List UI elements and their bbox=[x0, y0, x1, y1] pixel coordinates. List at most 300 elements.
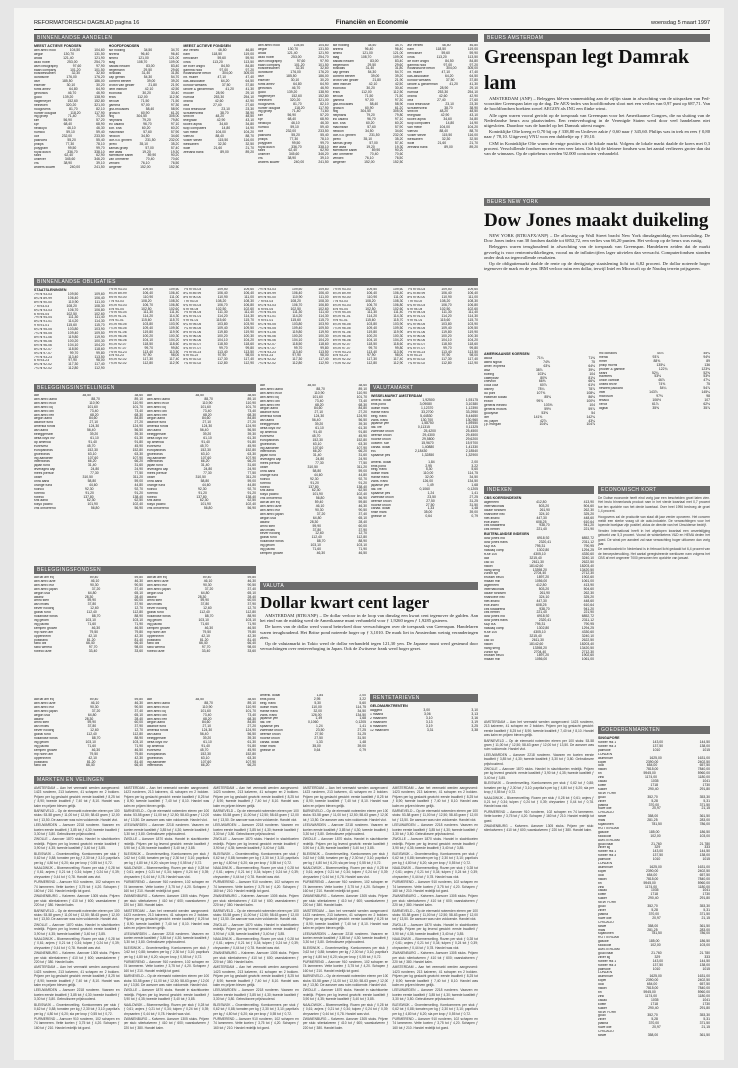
row-label: belg. frank bbox=[371, 414, 387, 418]
row-value: 1718 bbox=[650, 892, 659, 897]
markt-paragraph: NAALDWIJK – Bloemenveiling. Rozen per stuk ƒ 0,28 tot ƒ 0,61; anjers ƒ 0,21 tot ƒ 0,34; tulpen ƒ 0,24 tot ƒ 0,39; chrysanten ƒ 0,44 tot ƒ 0,78. Handel was vlot. bbox=[392, 937, 478, 950]
row-label: zeeland bank bbox=[183, 150, 204, 154]
row-value: 109,50 bbox=[217, 288, 228, 291]
row-label: aaf bbox=[147, 394, 152, 397]
row-label: 6¾ nl 93-03 bbox=[407, 303, 426, 307]
row-value: 42,90 bbox=[245, 98, 254, 103]
row-value: 42,10 bbox=[368, 82, 378, 87]
row-label: duitse mark bbox=[260, 705, 278, 709]
row-label: asm lithography bbox=[258, 59, 282, 63]
row-value: 305,00 bbox=[243, 71, 254, 76]
row-value: 2402,50 bbox=[697, 978, 710, 983]
row-value: 145¼ bbox=[701, 390, 710, 395]
row-value: 152,80 bbox=[356, 437, 367, 442]
row-value: 103,10 bbox=[85, 617, 96, 622]
markt-paragraph: BARNEVELD – Op de eiermarkt noteerden eieren per 100 stuks: 53-58 gram ƒ 11,00 tot ƒ 12,50; 58-63 gram ƒ 12,00 tot ƒ 13,50. De aanvoer was ruim voldoende. Handel vlot. bbox=[123, 974, 210, 988]
row-label: asn aand bbox=[260, 419, 274, 423]
row-label: rabo obl bbox=[34, 642, 47, 646]
row-value: 62,30 bbox=[199, 498, 209, 503]
row-value: 97,90 bbox=[367, 353, 376, 358]
row-value: 101,20 bbox=[294, 62, 305, 67]
row-value: 291,80 bbox=[699, 786, 710, 791]
row-value: 124,90 bbox=[245, 728, 256, 733]
row-label: ammo bbox=[108, 56, 119, 60]
section-economisch-kort: ECONOMISCH KORT bbox=[598, 486, 710, 494]
row-value: 144,50 bbox=[699, 740, 710, 744]
row-label: 8¼ nl 89-99 bbox=[34, 296, 52, 300]
row-value: 1730 bbox=[702, 892, 710, 897]
row-value: 46,70 bbox=[291, 85, 301, 90]
row-value: 118,60 bbox=[243, 341, 255, 346]
row-value: 100,20 bbox=[217, 333, 228, 338]
row-value: 115,50 bbox=[442, 132, 453, 137]
row-value: 99,80 bbox=[320, 345, 329, 350]
row-value: 29,10 bbox=[469, 85, 478, 90]
row-value: 39,00 bbox=[146, 79, 156, 84]
row-label: deense kroon bbox=[260, 733, 281, 737]
row-value: 795,31 bbox=[534, 622, 546, 627]
row-label: nedlloyd bbox=[34, 127, 47, 131]
row-value: 0,79 bbox=[471, 514, 478, 519]
row-value: 14,80 bbox=[445, 121, 455, 126]
row-value: 34,50 bbox=[469, 475, 478, 480]
row-value: 44,80 bbox=[134, 482, 143, 487]
row-label: ing geldm bbox=[34, 618, 49, 622]
markt-paragraph: ZWOLLE – Aanvoer 1870 stuks. Handel in slachtkoeien redelijk. Prijzen per kg levend gewicht: eerste kwaliteit ƒ 3,90 tot ƒ 4,35; tweede kwaliteit ƒ 3,40 tot ƒ 3,85. bbox=[123, 988, 210, 1002]
row-value: 38,50 bbox=[307, 384, 316, 387]
row-label: algemeen bbox=[484, 501, 499, 504]
row-label: abn amro ecuf bbox=[147, 401, 169, 405]
article-paragraph: De Duitse economie heeft eind vorig jaar een bescheiden groei laten zien. Het bruto binnenlands product nam in het vierde kwartaal met 0,7 procent toe ten opzichte van het derde kwartaal. Over heel 1996 bedroeg de groei 1,4 procent. bbox=[598, 496, 710, 514]
row-value: 104 bbox=[589, 402, 595, 407]
row-label: smit int bbox=[183, 115, 195, 119]
row-value: 48,20 bbox=[215, 114, 225, 119]
row-label: 6 nl 93-23 bbox=[332, 354, 348, 358]
row-value: 98,00 bbox=[320, 353, 329, 358]
row-value: 102,50 bbox=[365, 306, 376, 311]
row-value: 107,90 bbox=[356, 445, 367, 450]
row-value: 0,1205 bbox=[467, 486, 478, 491]
row-label: 7¼ nl 95-05 bbox=[108, 327, 127, 331]
row-value: 101,50 bbox=[318, 62, 329, 67]
row-label: aegon aand bbox=[34, 417, 52, 421]
row-label: begemann bbox=[108, 68, 125, 72]
row-value: 68,90 bbox=[96, 122, 105, 127]
row-value: 109,50 bbox=[467, 326, 478, 331]
row-value: 112,80 bbox=[132, 610, 143, 615]
row-value: 657,50 bbox=[699, 872, 710, 877]
row-label: leveraged cap bbox=[260, 458, 282, 462]
row-label: abn amro obl bbox=[34, 409, 54, 413]
obligaties-column-2 bbox=[109, 288, 180, 380]
row-value: 447,30 bbox=[536, 598, 547, 603]
row-value: 305,00 bbox=[392, 109, 404, 114]
row-value: 80⅝ bbox=[540, 375, 547, 380]
table-row bbox=[109, 362, 180, 366]
row-label: 8¼ nl 89-99 bbox=[108, 291, 127, 295]
row-value: 304,00 bbox=[222, 71, 233, 76]
row-value: 39,30 bbox=[247, 736, 256, 741]
row-label: financiele inst bbox=[484, 595, 505, 599]
row-value: 24,90 bbox=[247, 467, 256, 472]
row-label: 7½ nl 93-03 bbox=[258, 288, 276, 291]
row-value: 114,20 bbox=[217, 314, 228, 319]
subhead: STAATSLENINGEN bbox=[34, 288, 67, 292]
row-value: 81,20 bbox=[199, 637, 209, 642]
row-value: 262,30 bbox=[583, 507, 594, 512]
row-value: 79,20 bbox=[142, 118, 151, 123]
row-value: 1302,80 bbox=[536, 547, 550, 552]
row-value: 59,90 bbox=[245, 55, 255, 60]
article-paragraph: NEW YORK (RTR/AFX/ANP) – De aflossing op Wall Street bracht New York dinsdagmiddag een koersdaling. De Dow Jones index van 30 fondsen daalde tot 6852,72, een verlies van 66,20 punten. Het verloop op de beurs was rustig. bbox=[484, 233, 710, 244]
row-value: 37,80 bbox=[312, 527, 322, 532]
row-value: 37,40 bbox=[358, 511, 367, 516]
row-label: palmolie bbox=[598, 748, 611, 752]
row-value: 70,40 bbox=[145, 157, 155, 162]
row-label: de boer unigro bbox=[183, 64, 206, 68]
row-label: 8¼ nl 92-07 bbox=[407, 342, 426, 346]
row-value: 38,60 bbox=[247, 394, 256, 397]
row-value: 97,70 bbox=[88, 645, 98, 650]
row-value: 64⅛ bbox=[588, 363, 595, 368]
row-value: 91,20 bbox=[198, 490, 207, 495]
row-value: 99,70 bbox=[96, 145, 105, 150]
row-value: 57,60 bbox=[143, 130, 152, 135]
row-value: 112,00 bbox=[361, 89, 372, 94]
markten-column bbox=[213, 786, 299, 1056]
row-label: smit int bbox=[407, 110, 419, 114]
row-label: brits pond bbox=[371, 464, 386, 468]
row-label: 6 nl 93-23 bbox=[407, 354, 423, 358]
row-label: 7½ nl 93-03 bbox=[407, 288, 426, 291]
row-value: 96,40 bbox=[140, 51, 150, 56]
row-label: tin bbox=[598, 881, 602, 885]
row-label: abn amro ecuf bbox=[260, 391, 282, 395]
row-value: 97,70 bbox=[201, 645, 211, 650]
row-label: ahold bbox=[34, 56, 43, 60]
row-value: 113,50 bbox=[467, 349, 478, 354]
row-label: abn amro azie bbox=[34, 701, 56, 705]
row-value: 2390,00 bbox=[645, 868, 659, 873]
row-value: 91,20 bbox=[310, 480, 319, 485]
row-value: 64,20 bbox=[220, 79, 230, 84]
row-value: 253,00 bbox=[291, 54, 302, 59]
row-label: zweedse kroon bbox=[371, 430, 394, 434]
row-value: 23,30 bbox=[469, 101, 478, 106]
row-value: 104,00 bbox=[439, 125, 450, 130]
markt-paragraph: ZWANENBURG – Kalveren. Aanvoer 1305 stuks. Prijzen per stuk: stierkalveren ƒ 410 tot ƒ 600; vaarskalveren ƒ 220 tot ƒ 380. Handel kalm. bbox=[34, 894, 120, 908]
row-value: 29,50 bbox=[367, 62, 377, 67]
row-value: 118,50 bbox=[292, 341, 303, 346]
row-label: ihc caland bbox=[108, 123, 124, 127]
row-label: 5¾ nl 96-06 bbox=[407, 334, 426, 338]
row-label: 6¾ nl 93-03 bbox=[258, 303, 276, 307]
markt-paragraph: ZWANENBURG – Kalveren. Aanvoer 1305 stuks. Prijzen per stuk: stierkalveren ƒ 410 tot ƒ 600; vaarskalveren ƒ 220 tot ƒ 380. Handel kalm. bbox=[302, 894, 389, 908]
row-label: dp amerika bbox=[147, 744, 164, 748]
section-valuta: VALUTA bbox=[260, 582, 478, 590]
row-value: 71,90 bbox=[247, 621, 256, 626]
row-value: 82,10 bbox=[320, 101, 329, 106]
row-value: 107⅝ bbox=[536, 391, 546, 396]
row-value: 98,00 bbox=[170, 353, 180, 358]
row-value: 115,70 bbox=[94, 323, 105, 328]
row-value: 1035 bbox=[650, 997, 659, 1002]
row-value: 186,00 bbox=[94, 79, 105, 84]
row-label: heineken bbox=[258, 98, 272, 102]
article-paragraph: Op de obligatiemarkt daalde de rente op de dertigjarige staatslening licht tot 6,82 procent. De dollar noteerde hoger tegenover de mark en de yen. IBM verloor ruim een dollar, terwijl Intel en Microsoft op de Nasdaq terrein prijsgaven. bbox=[484, 261, 710, 272]
row-label: koffie bbox=[598, 893, 607, 897]
row-value: 12,70 bbox=[358, 531, 367, 536]
row-label: amro sterl bbox=[34, 599, 50, 603]
row-label: union carbide bbox=[599, 379, 620, 383]
row-label: postbank bbox=[34, 638, 48, 642]
article-damrak-body bbox=[484, 96, 710, 156]
row-value: 113,50 bbox=[243, 59, 255, 64]
row-value: 102,50 bbox=[439, 306, 451, 311]
row-value: 27,50 bbox=[426, 498, 435, 503]
row-value: 185,00 bbox=[649, 829, 660, 834]
row-value: 21.760 bbox=[651, 841, 662, 846]
row-value: 99,80 bbox=[245, 345, 255, 350]
subhead: MEEST ACTIEVE FONDSEN bbox=[183, 44, 231, 48]
row-value: 66,20 bbox=[200, 763, 210, 768]
row-label: akzo nobel bbox=[34, 60, 51, 64]
row-label: goud bbox=[598, 1014, 606, 1018]
row-value: 61,20 bbox=[394, 105, 404, 110]
row-label: 9 nl 91-01 bbox=[108, 319, 124, 323]
row-label: abn amro japan bbox=[147, 587, 171, 591]
row-label: hunter douglas bbox=[258, 106, 281, 110]
row-label: aegon aand bbox=[260, 407, 278, 411]
row-label: europafonds bbox=[147, 448, 166, 452]
row-label: tulip computers bbox=[407, 122, 431, 126]
row-value: 121,90 bbox=[94, 55, 105, 60]
row-value: 89,10 bbox=[358, 386, 367, 391]
row-label: amerik. dollar bbox=[371, 399, 392, 402]
row-value: 117,90 bbox=[318, 105, 329, 110]
row-value: 110,90 bbox=[217, 294, 228, 299]
row-value: 38,50 bbox=[195, 394, 204, 397]
row-label: dp amerika bbox=[34, 440, 51, 444]
markt-paragraph: BLEISWIJK – Groentenveiling. Komkommers per stuk ƒ 0,62 tot ƒ 0,88; tomaten per kg ƒ 2,30 tot ƒ 3,10; paprika's per kg ƒ 4,80 tot ƒ 6,20; sla per krop ƒ 0,55 tot ƒ 0,72. bbox=[123, 851, 210, 865]
row-value: 361,50 bbox=[699, 923, 710, 928]
row-label: 9 nl 91-01 bbox=[183, 319, 199, 323]
row-value: 37,80 bbox=[87, 724, 97, 729]
row-value: 115,70 bbox=[318, 318, 329, 323]
row-value: 107,60 bbox=[312, 445, 324, 450]
row-value: 98,00 bbox=[134, 645, 143, 650]
row-value: 1061,00 bbox=[581, 657, 594, 662]
row-value: 100½ bbox=[586, 398, 595, 403]
row-value: 121,00 bbox=[392, 50, 404, 55]
row-value: 7840,00 bbox=[697, 986, 710, 991]
row-value: 117,40 bbox=[393, 357, 404, 362]
row-value: 152,30 bbox=[87, 447, 98, 452]
row-label: koper bbox=[598, 869, 607, 873]
row-label: abn amro aand bbox=[147, 397, 170, 401]
row-value: 59,40 bbox=[89, 698, 99, 701]
row-value: 134,50 bbox=[467, 479, 478, 484]
row-label: sojabonen bbox=[598, 823, 614, 827]
row-value: 112,00 bbox=[137, 94, 148, 99]
row-value: 88,70 bbox=[469, 128, 478, 133]
row-value: 27,60 bbox=[469, 97, 478, 102]
row-value: 2,18430 bbox=[414, 448, 428, 453]
row-value: 283,00 bbox=[699, 927, 710, 932]
amerikaanse-koersen-table bbox=[484, 352, 710, 482]
row-value: 66¾ bbox=[588, 379, 595, 384]
article-valuta-headline: Dollar kwart cent lager bbox=[260, 593, 430, 612]
markten-column bbox=[124, 786, 210, 1056]
row-value: 2,18540 bbox=[465, 448, 478, 453]
row-value: 46,10 bbox=[90, 578, 100, 583]
obligaties-column-1 bbox=[34, 288, 105, 380]
row-value: 45,90 bbox=[134, 443, 143, 448]
row-value: 37,20 bbox=[204, 586, 214, 591]
row-label: dow jones trans bbox=[484, 541, 508, 545]
row-value: 106,40 bbox=[217, 290, 228, 295]
row-value: 111,30 bbox=[217, 310, 228, 315]
row-label: lokale fondsen bbox=[484, 508, 506, 512]
row-label: tarwe bbox=[598, 924, 607, 928]
row-value: 320,20 bbox=[289, 97, 301, 102]
row-label: ital. lire bbox=[371, 426, 382, 430]
row-label: sears bbox=[599, 371, 608, 375]
row-label: platina bbox=[598, 912, 608, 916]
row-value: 261,90 bbox=[539, 590, 550, 595]
row-value: 99⅞ bbox=[536, 398, 544, 403]
row-label: 6 nl 93-23 bbox=[34, 359, 50, 363]
row-label: zwits. frank bbox=[371, 480, 388, 484]
row-value: 46,10 bbox=[315, 504, 325, 509]
row-value: 65,10 bbox=[134, 712, 143, 717]
markt-paragraph: LEEUWARDEN – Aanvoer 2218 runderen. Vaarzen en koeien eerste kwaliteit ƒ 3,85 tot ƒ 4,30; tweede kwaliteit ƒ 3,30 tot ƒ 3,80. Gebruiksvee prijshoudend. bbox=[123, 931, 210, 945]
row-value: 118,20 bbox=[294, 105, 305, 110]
row-label: begemann bbox=[332, 63, 349, 67]
row-value: 57,90 bbox=[394, 125, 404, 130]
row-value: 123⅜ bbox=[701, 366, 710, 371]
row-label: van melle bbox=[407, 126, 422, 130]
row-value: 84,60 bbox=[201, 720, 211, 725]
row-label: abn amro liq bbox=[147, 709, 166, 713]
row-label: abn amro obl bbox=[260, 399, 280, 403]
row-value: 54,30 bbox=[143, 75, 153, 80]
row-value: 71,60 bbox=[87, 621, 97, 626]
row-value: 31,40 bbox=[365, 66, 375, 71]
row-value: 232,00 bbox=[61, 133, 73, 138]
row-label: 9 nl 91-01 bbox=[34, 324, 50, 328]
row-label: koper bbox=[598, 979, 607, 983]
row-label: interbonds bbox=[34, 460, 50, 464]
row-label: spaanse pes bbox=[260, 725, 280, 729]
row-label: ammo bbox=[332, 51, 343, 55]
row-value: 61,10 bbox=[203, 435, 212, 440]
row-value: 31,60 bbox=[358, 453, 367, 458]
row-value: 112,80 bbox=[356, 535, 367, 540]
row-label: 8½ nl 90-00 bbox=[258, 295, 276, 299]
row-value: 77,30 bbox=[289, 136, 299, 141]
row-label: aegon usa bbox=[147, 591, 163, 595]
row-value: 44,80 bbox=[247, 482, 256, 487]
row-label: ballast nedam bbox=[108, 64, 130, 68]
markt-paragraph: BLEISWIJK – Groentenveiling. Komkommers per stuk ƒ 0,62 tot ƒ 0,88; tomaten per kg ƒ 2,30 tot ƒ 3,10; paprika's per kg ƒ 4,80 tot ƒ 6,20; sla per krop ƒ 0,55 tot ƒ 0,72. bbox=[392, 1002, 478, 1016]
markt-paragraph: ZWOLLE – Aanvoer 1870 stuks. Handel in slachtkoeien redelijk. Prijzen per kg levend gewicht: eerste kwaliteit ƒ 3,90 tot ƒ 4,35; tweede kwaliteit ƒ 3,40 tot ƒ 3,85. bbox=[392, 922, 478, 936]
section-beleggingsfondsen: BELEGGINGSFONDSEN bbox=[34, 566, 256, 574]
row-label: AMSTERDAM bbox=[598, 838, 620, 842]
row-label: polygram bbox=[34, 146, 48, 150]
row-value: 104,10 bbox=[67, 342, 79, 347]
subhead: SINGAPORE bbox=[598, 736, 620, 740]
row-value: 12,60 bbox=[90, 728, 99, 733]
row-value: 119,00 bbox=[243, 51, 255, 56]
row-value: 20,97 bbox=[652, 915, 661, 920]
row-value: 39,20 bbox=[394, 74, 404, 79]
row-value: 108,20 bbox=[66, 303, 77, 308]
row-value: 90,50 bbox=[134, 582, 143, 587]
row-value: 1,58750 bbox=[421, 421, 434, 426]
row-label: wolff bbox=[407, 141, 415, 145]
dow-column-2 bbox=[599, 352, 710, 482]
row-value: 113,20 bbox=[436, 54, 447, 59]
row-label: allianz bbox=[147, 595, 157, 599]
row-value: 137,80 bbox=[196, 494, 207, 499]
row-label: cindu bbox=[407, 55, 416, 59]
row-label: mp north am bbox=[34, 630, 54, 634]
row-value: 119,80 bbox=[217, 329, 228, 334]
row-value: 4305,10 bbox=[533, 630, 546, 634]
row-label: ing pacific bbox=[34, 744, 50, 748]
row-value: 106,70 bbox=[291, 302, 303, 307]
row-label: kempen growth bbox=[260, 551, 284, 555]
row-value: 32,60 bbox=[96, 71, 105, 76]
row-value: 24,90 bbox=[358, 457, 367, 462]
row-value: 104,20 bbox=[467, 337, 478, 342]
row-label: toolex alpha bbox=[183, 123, 202, 127]
row-value: 135¼ bbox=[656, 362, 666, 367]
row-value: 58,80 bbox=[87, 478, 97, 483]
row-label: eoe-index bbox=[484, 603, 499, 607]
row-label: 5¾ nl 97-07 bbox=[407, 346, 426, 350]
row-label: stork bbox=[34, 154, 42, 158]
row-label: milaan mib bbox=[484, 580, 501, 584]
row-label: stookolie bbox=[598, 944, 612, 948]
markt-paragraph: AMSTERDAM – Aan het veemarkt werden aangevoerd: 1423 runderen, 213 kalveren, 41 schapen en 2 bokken. Prijzen per kg geslacht gewicht: eerste kwaliteit ƒ 8,25 tot ƒ 8,90; tweede kwaliteit ƒ 7,40 tot ƒ 8,10. Handel was kalm en prijzen bleven gelijk. bbox=[302, 786, 389, 808]
row-value: 261,90 bbox=[539, 507, 550, 512]
row-value: 65,10 bbox=[134, 590, 143, 595]
subhead: AMERIKAANSE KOERSEN bbox=[484, 352, 530, 356]
row-value: 46,30 bbox=[247, 578, 256, 583]
row-value: 39,20 bbox=[89, 432, 99, 437]
row-value: 21,80 bbox=[372, 78, 381, 83]
row-value: 111,40 bbox=[94, 315, 105, 320]
row-label: griekse dr bbox=[371, 515, 386, 519]
row-value: 5,30 bbox=[314, 700, 321, 705]
row-value: 61,10 bbox=[203, 739, 212, 744]
row-value: 84,80 bbox=[469, 58, 478, 63]
row-value: 57,20 bbox=[96, 118, 105, 123]
row-value: 15,9670 bbox=[421, 440, 434, 445]
row-label: amerika fonds bbox=[147, 425, 169, 429]
row-value: 19,30 bbox=[394, 144, 404, 149]
markt-paragraph: LEEUWARDEN – Aanvoer 2218 runderen. Vaarzen en koeien eerste kwaliteit ƒ 3,85 tot ƒ 4,30; tweede kwaliteit ƒ 3,30 tot ƒ 3,80. Gebruiksvee prijshoudend. bbox=[34, 988, 120, 1002]
row-label: kondor wessels bbox=[407, 79, 431, 83]
row-value: 103,10 bbox=[85, 739, 96, 744]
row-value: 114,20 bbox=[292, 314, 303, 319]
row-value: 38,60 bbox=[134, 394, 143, 397]
row-value: 221,90 bbox=[583, 527, 594, 532]
subhead: HOOFDFONDSEN bbox=[108, 44, 140, 48]
row-value: 90,30 bbox=[90, 582, 99, 587]
